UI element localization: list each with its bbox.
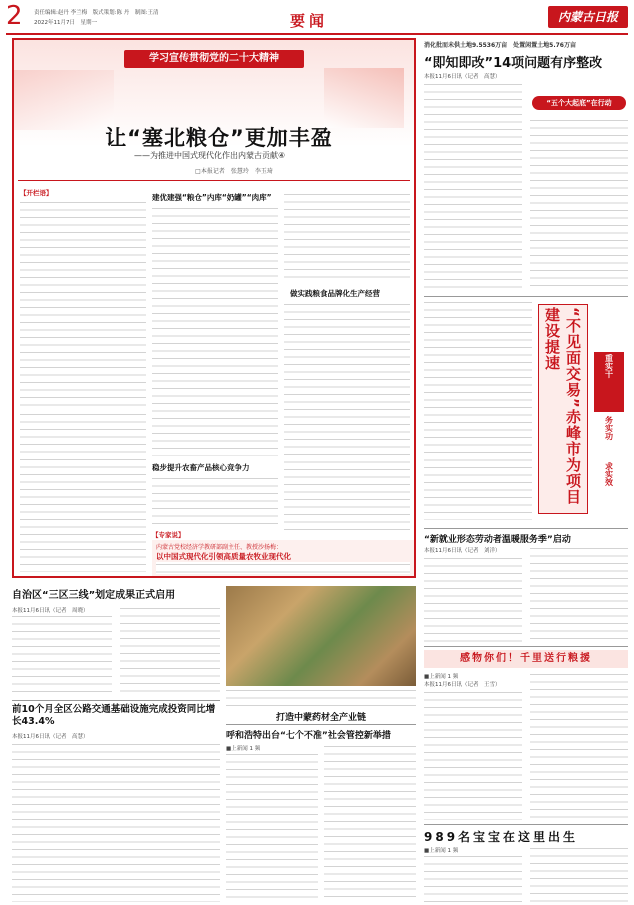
article1-head: 建优建强“粮仓”内库“奶罐”“肉库” <box>152 193 272 202</box>
right-divider-4 <box>424 824 628 825</box>
theme-article <box>424 650 628 820</box>
babies-byline: ■上新闻 1 频 <box>424 848 459 854</box>
left-bottom-divider-2 <box>226 724 416 725</box>
page-number: 2 <box>6 1 23 31</box>
right-top-col1 <box>424 82 522 292</box>
expert-box-head1: 内蒙古党校经济学教研部副主任、教授沙扬梅： <box>156 544 283 551</box>
herb-photo-caption-text <box>226 688 416 708</box>
article2-head: 做实践粮食品牌化生产经营 <box>290 289 380 298</box>
right-top-col2 <box>530 118 628 292</box>
feature-subtitle: ——为推进中国式现代化作出内蒙古贡献④ <box>134 151 286 160</box>
column-1-body <box>20 412 146 572</box>
hohhot-col2 <box>324 744 416 902</box>
expert-box <box>152 540 414 576</box>
hohhot-col1 <box>226 752 318 902</box>
decorative-flag-icon <box>324 68 404 128</box>
side-tag-1-text: 重实干 <box>604 354 614 378</box>
theme-sub: 本报11月6日讯（记者 王雪） <box>424 682 501 688</box>
labor-title: “新就业形态劳动者温暖服务季”启动 <box>424 535 571 545</box>
zones-col1 <box>12 614 112 694</box>
feature-box <box>12 38 416 578</box>
babies-col2 <box>530 846 628 902</box>
feature-banner-rule <box>18 180 410 181</box>
roads-head: 前10个月全区公路交通基础设施完成投资同比增长43.4% <box>12 704 216 727</box>
masthead-text: 内蒙古日报 <box>557 10 618 24</box>
zones-byline: 本报11月6日讯（记者 周晓） <box>12 608 89 614</box>
labor-article <box>424 532 628 642</box>
babies-article <box>424 828 628 903</box>
theme-col2 <box>530 672 628 820</box>
right-top-title: “即知即改”14项问题有序整改 <box>424 56 603 71</box>
masthead-logo <box>548 6 628 28</box>
vertical-title: “不见面交易”赤峰市为项目建设提速 <box>543 307 582 505</box>
zones-col2 <box>120 606 220 694</box>
page-header <box>0 0 634 40</box>
side-tag-1 <box>594 352 624 412</box>
right-middle-article <box>424 300 628 520</box>
babies-title: 989名宝宝在这里出生 <box>424 830 579 844</box>
lead-tag: 【开栏语】 <box>20 189 53 197</box>
herb-photo <box>226 586 416 686</box>
theme-title-box <box>424 650 628 668</box>
article1-body <box>152 206 278 456</box>
lead-text <box>20 200 146 410</box>
theme-title: 感物你们！千里送行粮援 <box>460 653 592 664</box>
right-top-byline: 本报11月6日讯（记者 高慧） <box>424 74 501 80</box>
herb-caption: 打造中蒙药材全产业链 <box>275 713 366 723</box>
feature-banner: 学习宣传贯彻党的二十大精神 <box>124 50 304 68</box>
feature-title: 让“塞北粮仓”更加丰盈 <box>105 126 333 150</box>
right-divider-1 <box>424 296 628 297</box>
right-top-article <box>424 38 628 293</box>
labor-col1 <box>424 556 522 642</box>
side-tag-2-text: 务实功 <box>604 416 614 440</box>
expert-tag: 【专家说】 <box>152 531 185 539</box>
header-date: 2022年11月7日 星期一 <box>34 20 97 26</box>
hohhot-head: 呼和浩特出台“七个不准”社会管控新举措 <box>226 731 391 741</box>
labor-byline: 本报11月6日讯（记者 刘洋） <box>424 548 501 554</box>
left-bottom-area <box>12 586 416 903</box>
roads-byline: 本报11月6日讯（记者 高慧） <box>12 734 89 740</box>
theme-byline: ■上新闻 1 频 <box>424 674 459 680</box>
theme-col1 <box>424 690 522 820</box>
feature-column-1 <box>20 412 146 572</box>
labor-col2 <box>530 546 628 642</box>
article3-body <box>152 476 278 530</box>
article3-head: 稳步提升农畜产品核心竞争力 <box>152 463 250 472</box>
header-rule <box>6 33 628 35</box>
side-tag-2 <box>594 416 624 462</box>
expert-box-body <box>156 562 410 574</box>
column-3-top <box>284 192 410 282</box>
side-tag-3-text: 求实效 <box>604 462 614 486</box>
feature-byline: □本报记者 张慧玲 李玉琦 <box>195 168 273 175</box>
side-tag-3 <box>594 462 624 508</box>
zones-head: 自治区“三区三线”划定成果正式启用 <box>12 590 176 601</box>
header-editors: 责任编辑:赵丹 李兰梅 版式策划:陈 丹 制图:王清 <box>34 10 159 16</box>
section-title: 要闻 <box>290 12 329 30</box>
right-middle-col1 <box>424 300 532 520</box>
feature-banner-area <box>14 40 414 192</box>
left-bottom-divider-1 <box>12 700 220 701</box>
right-top-kicker: 消化批而未供土地9.5536万亩 处置闲置土地5.76万亩 <box>424 42 576 49</box>
hohhot-byline: ■上新闻 1 频 <box>226 746 261 752</box>
decorative-wall-icon <box>14 70 114 130</box>
expert-box-head2: 以中国式现代化引领高质量农牧业现代化 <box>156 552 291 561</box>
vertical-title-box <box>538 304 588 514</box>
five-start-badge: “五个大起底”在行动 <box>532 96 626 110</box>
right-divider-3 <box>424 646 628 647</box>
right-divider-2 <box>424 528 628 529</box>
roads-body <box>12 742 220 902</box>
article2-body <box>284 302 410 530</box>
babies-col1 <box>424 854 522 902</box>
